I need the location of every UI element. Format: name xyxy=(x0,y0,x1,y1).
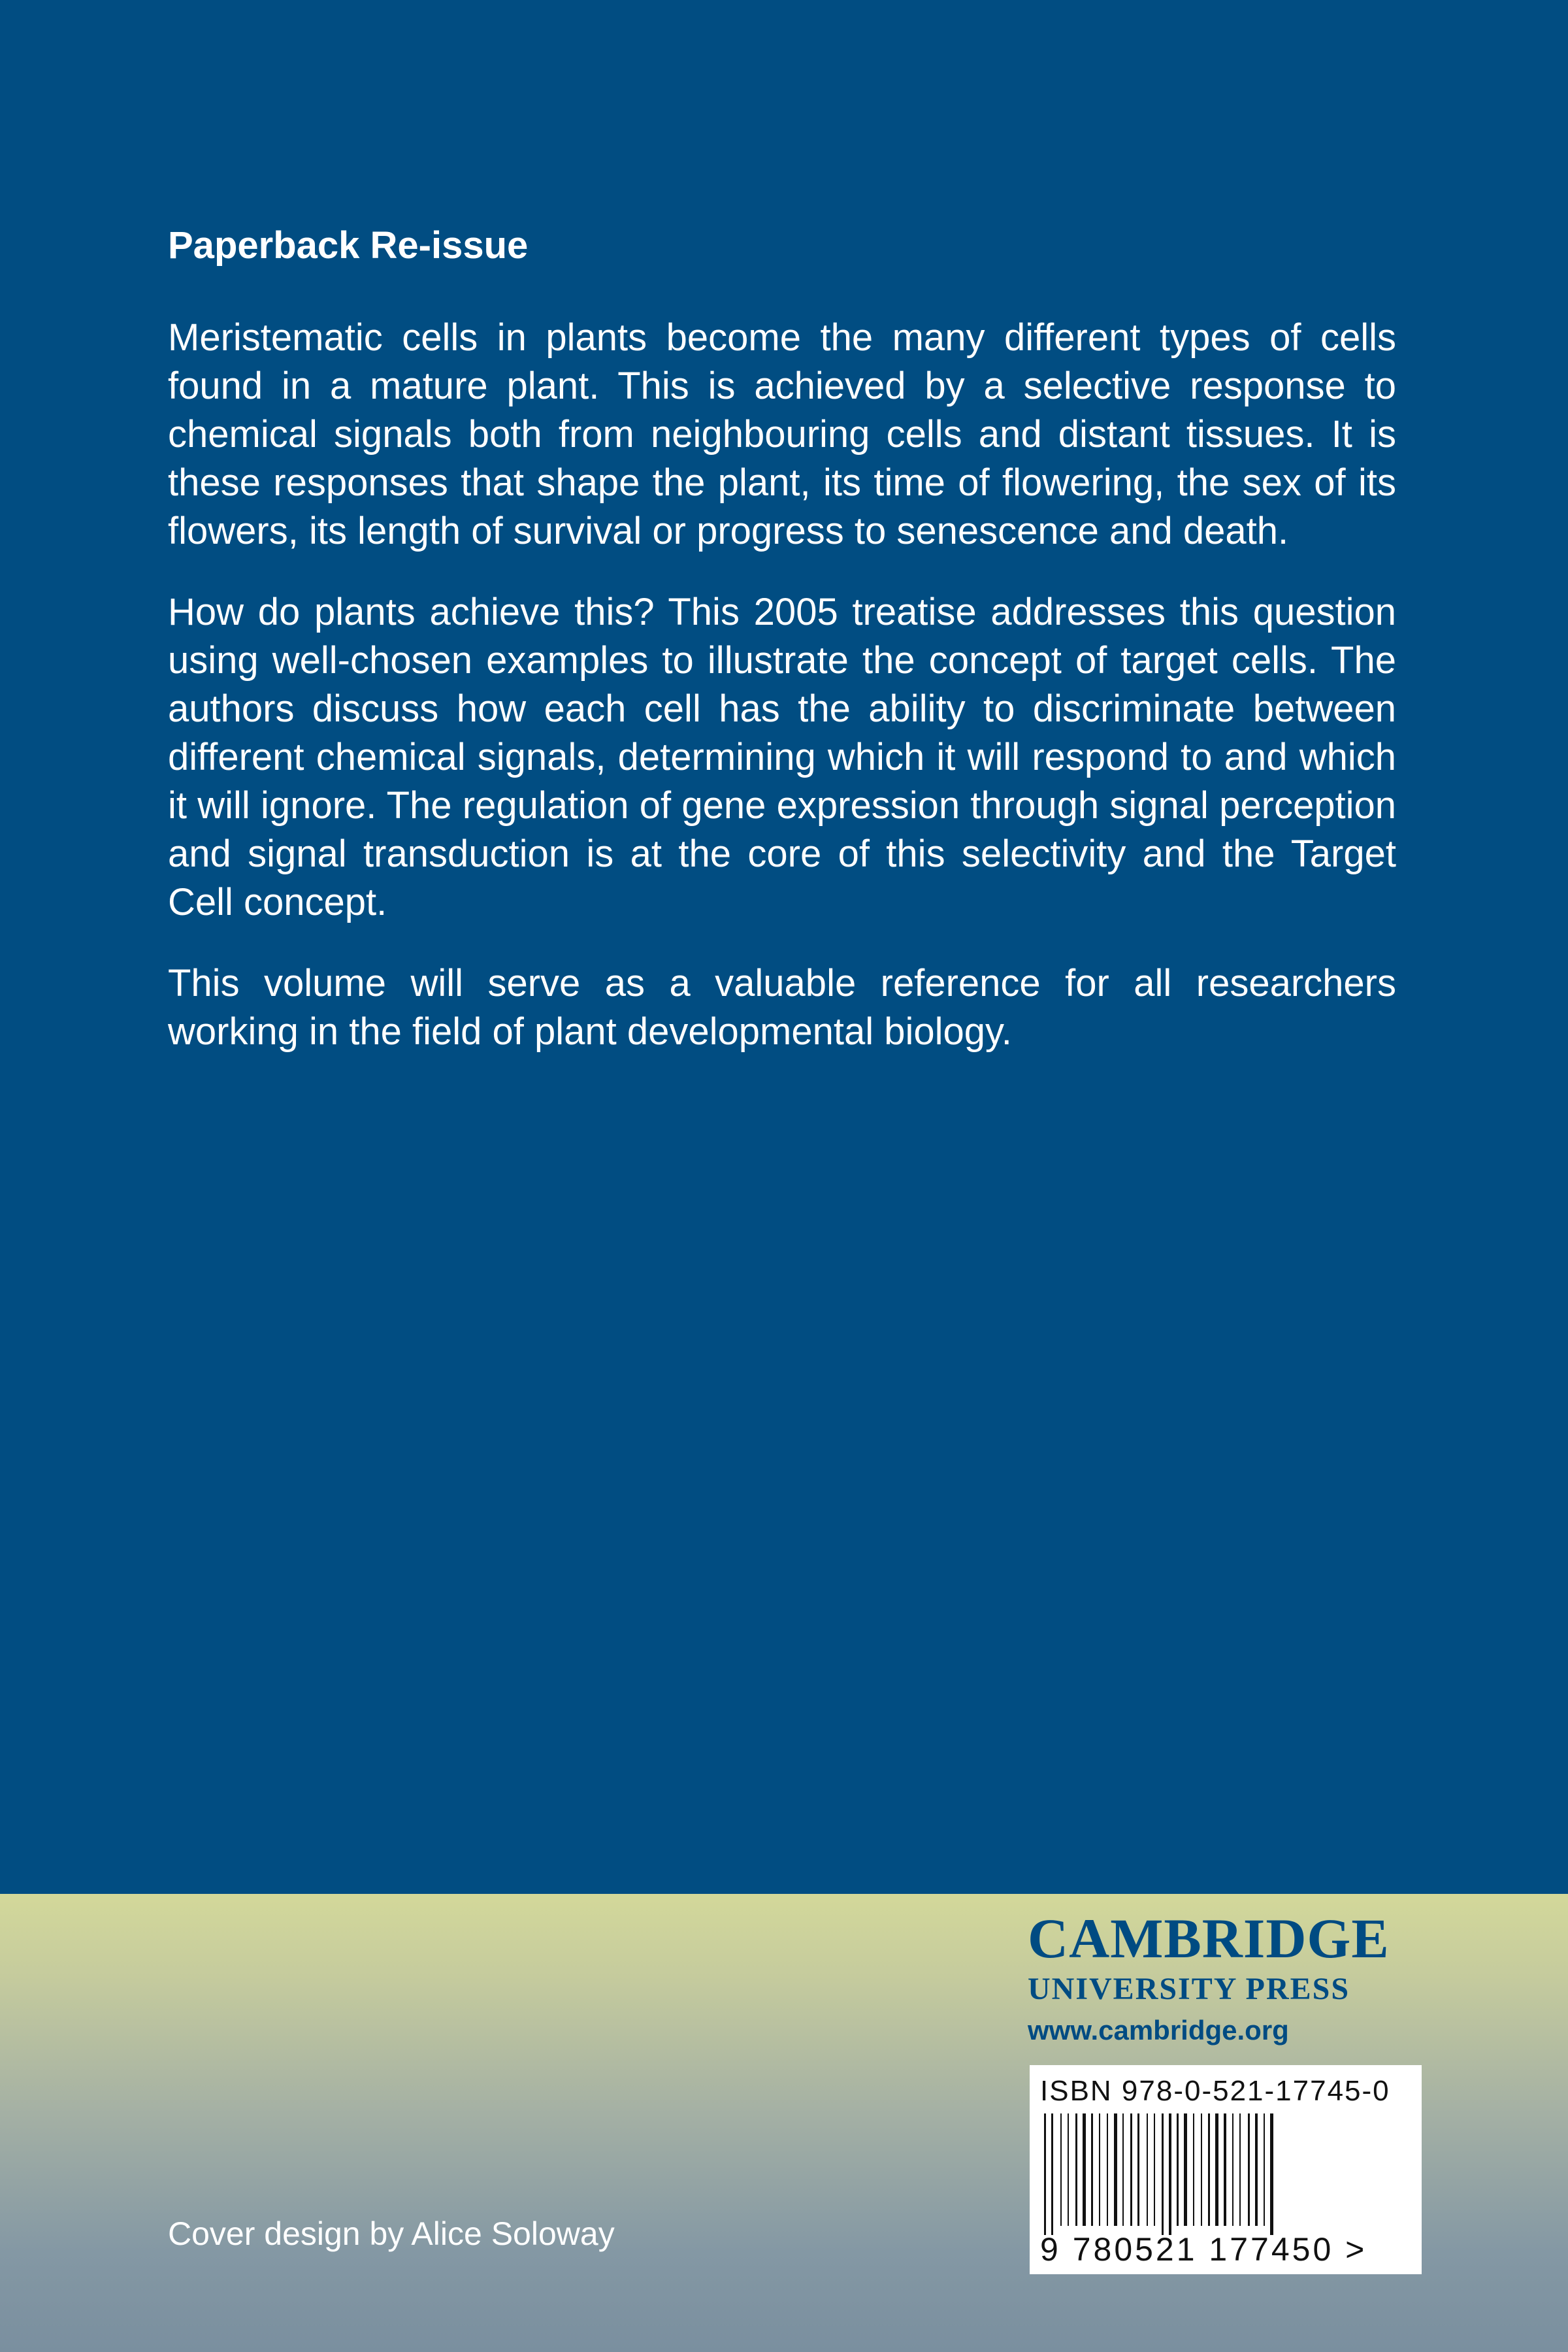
barcode-digits: 9 780521 177450 > xyxy=(1040,2231,1367,2268)
barcode-bar xyxy=(1137,2113,1139,2226)
barcode-bar xyxy=(1224,2113,1226,2226)
barcode-bar xyxy=(1044,2113,1046,2235)
barcode-bar xyxy=(1264,2113,1265,2226)
back-cover-blurb xyxy=(168,222,1396,1089)
barcode-bar xyxy=(1099,2113,1100,2226)
barcode-bar xyxy=(1130,2113,1132,2226)
barcode-bar xyxy=(1091,2113,1093,2226)
publisher-name: CAMBRIDGE xyxy=(1028,1907,1390,1970)
barcode-bar xyxy=(1270,2113,1273,2235)
publisher-subtitle: UNIVERSITY PRESS xyxy=(1028,1972,1350,2006)
barcode-bar xyxy=(1083,2113,1086,2226)
barcode-bar xyxy=(1051,2113,1053,2235)
barcode-bar xyxy=(1215,2113,1218,2226)
barcode-bar xyxy=(1169,2113,1171,2235)
publisher-url: www.cambridge.org xyxy=(1028,2015,1289,2046)
barcode-bar xyxy=(1114,2113,1117,2226)
barcode-bar xyxy=(1075,2113,1077,2226)
barcode-bar xyxy=(1232,2113,1233,2226)
barcode-bar xyxy=(1255,2113,1258,2226)
barcode-bar xyxy=(1248,2113,1250,2226)
isbn-label: ISBN 978-0-521-17745-0 xyxy=(1040,2075,1390,2107)
barcode-bar xyxy=(1184,2113,1187,2226)
barcode-bar xyxy=(1107,2113,1108,2226)
barcode-bar xyxy=(1068,2113,1069,2226)
blurb-paragraph-2: How do plants achieve this? This 2005 treatise addresses this question using well-chosen examples to illustrate the concept of target cells. The authors discuss how each cell has the ability to discriminate between different chemical signals, determining which it will respond to and which it will ignore. The regulation of gene expression through signal perception and signal transduction is at the core of this selectivity and the Target Cell concept. xyxy=(168,591,1396,923)
blurb-paragraph-3: This volume will serve as a valuable reference for all researchers working in the field of plant developmental biology. xyxy=(168,962,1396,1053)
barcode-bar xyxy=(1208,2113,1210,2226)
barcode-bars xyxy=(1040,2113,1411,2235)
barcode-bar xyxy=(1239,2113,1241,2226)
barcode-bar xyxy=(1154,2113,1155,2226)
isbn-barcode xyxy=(1030,2065,1422,2274)
reissue-heading: Paperback Re-issue xyxy=(168,224,529,267)
barcode-bar xyxy=(1162,2113,1164,2235)
cover-design-credit: Cover design by Alice Soloway xyxy=(168,2215,615,2252)
barcode-bar xyxy=(1177,2113,1179,2226)
barcode-bar xyxy=(1201,2113,1202,2226)
barcode-bar xyxy=(1122,2113,1124,2226)
barcode-bar xyxy=(1147,2113,1148,2226)
barcode-bar xyxy=(1193,2113,1194,2226)
publisher-logo xyxy=(1028,1907,1426,2048)
blurb-paragraph-1: Meristematic cells in plants become the many different types of cells found in a mature plant. This is achieved by a selective response to chemical signals both from neighbouring cells and distant tissues. It is these responses that shape the plant, its time of flowering, the sex of its flowers, its length of survival or progress to senescence and death. xyxy=(168,316,1396,552)
barcode-bar xyxy=(1060,2113,1062,2226)
